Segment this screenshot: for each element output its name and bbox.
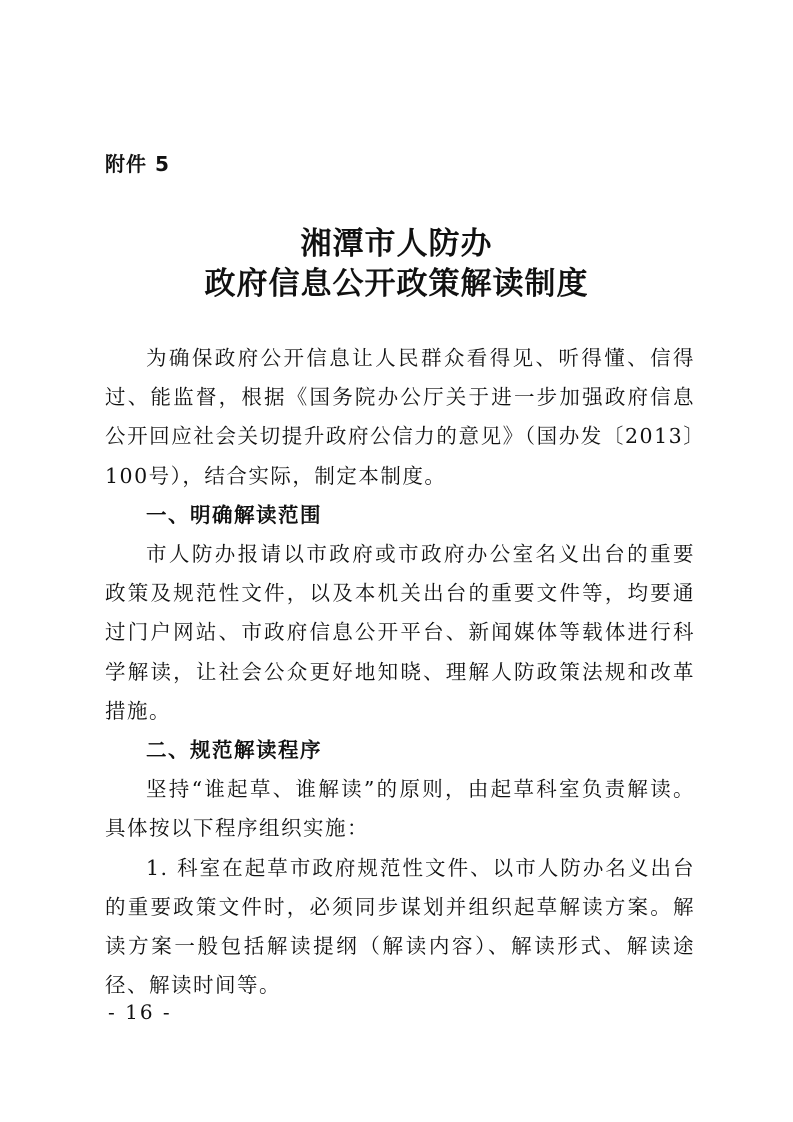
document-title-line-2: 政府信息公开政策解读制度 — [204, 266, 589, 302]
section-2-heading: 二、规范解读程序 — [146, 738, 322, 763]
section-1-heading: 一、明确解读范围 — [146, 502, 322, 527]
section-2-paragraph: 坚持“谁起草、谁解读”的原则，由起草科室负责解读。具体按以下程序组织实施： — [105, 777, 695, 841]
section-1-paragraph: 市人防办报请以市政府或市政府办公室名义出台的重要政策及规范性文件，以及本机关出台的重要文件等，均要通过门户网站、市政府信息公开平台、新闻媒体等载体进行科学解读，让社会公众更好地知晓、理解人防政策法规和改革措施。 — [105, 542, 695, 723]
attachment-label: 附件 5 — [105, 152, 170, 176]
document-title-line-1: 湘潭市人防办 — [300, 226, 493, 262]
intro-paragraph: 为确保政府公开信息让人民群众看得见、听得懂、信得过、能监督，根据《国务院办公厅关于进一步加强政府信息公开回应社会关切提升政府公信力的意见》（国办发〔2013〕100号），结合实际，制定本制度。 — [105, 346, 695, 488]
document-body — [105, 339, 695, 1005]
item-1-paragraph: 1. 科室在起草市政府规范性文件、以市人防办名义出台的重要政策文件时，必须同步谋划并组织起草解读方案。解读方案一般包括解读提纲（解读内容）、解读形式、解读途径、解读时间等。 — [105, 855, 695, 998]
page-number: - 16 - — [108, 1000, 172, 1024]
